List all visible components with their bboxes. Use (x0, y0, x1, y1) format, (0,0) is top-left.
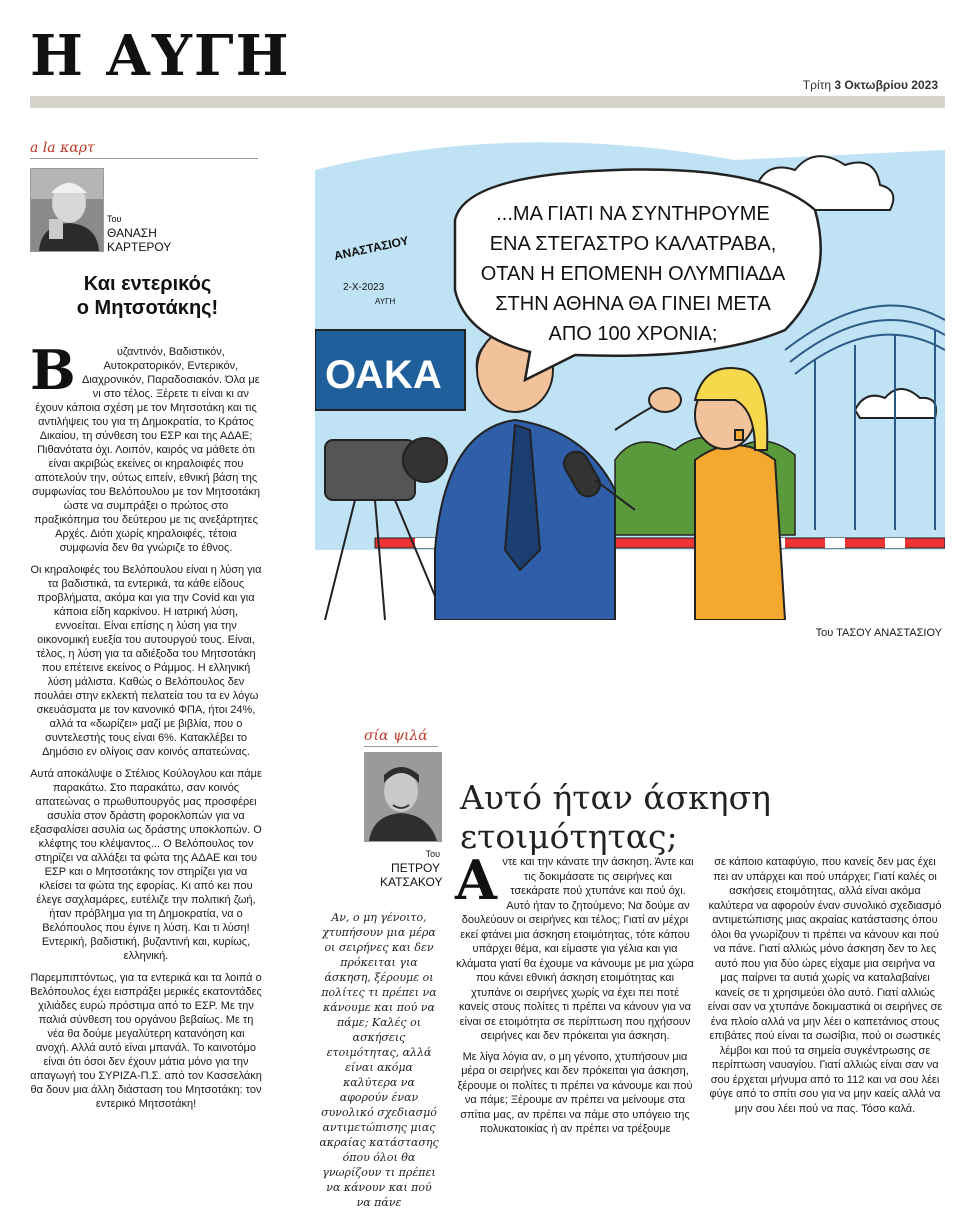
byline-name-line2: ΚΑΤΣΑΚΟΥ (380, 875, 443, 889)
headline-right: Αυτό ήταν άσκηση ετοιμότητας; (460, 778, 771, 856)
pull-quote: Αν, ο μη γένοιτο, χτυπήσουν μια μέρα οι σειρήνες και δεν πρόκειται για άσκηση, ξέρουμε οι πολίτες τι πρέπει να κάνουμε και πού να πάμε; Καλές οι ασκήσεις ετοιμότητας, αλλά είναι ακόμα καλύτερα να αφορούν έναν συνολικό σχεδιασμό αντιμετώπισης μιας ακραίας κατάστασης όπου όλοι θα γνωρίζουν τι πρέπει να κάνουν και πού να πάνε (319, 911, 439, 1209)
headline-left-line2: ο Μητσοτάκης! (76, 297, 219, 319)
dropcap: Β (30, 338, 76, 402)
date-full: 3 Οκτωβρίου 2023 (834, 78, 938, 92)
paragraph-text: ντε και την κάνατε την άσκηση. Άντε και τις δοκιμάσατε τις σειρήνες και τσεκάρατε πού χτυπάνε και πού όχι. Αυτό ήταν το ζητούμενο; Να δούμε αν δουλεύουν οι σειρήνες και τέλος; Γιατί αν μέχρι εκεί φτάνει μια άσκηση ετοιμότητας, τότε κάπου υπάρχει θέμα, και είμαστε για γέλια και για κλάματα γιατί θα έχουμε να κάνουμε με μια χώρα που κάνει εθνική άσκηση ετοιμότητας και χτυπάνε οι σειρήνες χωρίς να έχει πει ποτέ κανείς στους πολίτες τι πρέπει να κάνουν για να είναι σε ετοιμότητα σε περίπτωση που ηχήσουν σειρήνες και δεν πρόκειται για άσκηση. (456, 856, 694, 1042)
article-body-right-col1 (455, 848, 695, 1143)
paragraph: Παρεμπιπτόντως, για τα εντερικά και τα λοιπά ο Βελόπουλος έχει εισπράξει μερικές εκατοντάδες χιλιάδες ευρώ πρόστιμα από το ΕΣΡ. Με την παλιά σύνθεση του οργάνου βεβαίως. Με τη νέα θα δούμε μεγαλύτερη κατανόηση και ανοχή. Αλλά αυτό είναι μπανάλ. Το καινοτόμο είναι ότι όσοι δεν έχουν μάτια μόνο για την απαγωγή του ΣΥΡΙΖΑ-Π.Σ. από τον Κασσελάκη θα δουν μια άλλη διάσταση του Μητσοτάκη: τον εντερικό Μητσοτάκη! (30, 972, 262, 1110)
paragraph: σε κάποιο καταφύγιο, που κανείς δεν μας έχει πει αν υπάρχει και πού υπάρχει; Γιατί καλές οι ασκήσεις ετοιμότητας, αλλά είναι ακόμα καλύτερα να αφορούν έναν συνολικό σχεδιασμό αντιμετώπισης μιας ακραίας κατάστασης όπου όλοι θα γνωρίζουν τι πρέπει να κάνουν και πού να πάνε. Γιατί αλλιώς μόνο άσκηση δεν το λες αυτό που για δύο ώρες είχαμε μια σειρήνα να μας παίρνει τα αυτιά χωρίς να καταλαβαίνει κανείς σε τι χρησιμεύει όλο αυτό. Γιατί αλλιώς είναι σαν να χτυπάνε δοκιμαστικά οι σειρήνες σε ένα πλοίο αλλά να μην λέει ο καπετάνιος στους επιβάτες πού είναι τα σωσίβια, πού οι σωστικές λέμβοι και πού τα σημεία συγκέντρωσης σε περίπτωση ναυαγίου. Γιατί αλλιώς είναι σαν να σου έρχεται μήνυμα από το 112 και να σου λέει φύγε από το σπίτι σου για να μην καείς αλλά να μην σου λέει πού να πας. Τόσο καλά. (707, 856, 943, 1115)
author-photo-karteros (30, 168, 104, 252)
byline-prefix: Του (107, 214, 122, 224)
author-photo-katsakos (364, 752, 442, 842)
date-day: Τρίτη (802, 78, 832, 92)
paragraph: Αυτά αποκάλυψε ο Στέλιος Κούλογλου και πάμε παρακάτω. Στο παρακάτω, σαν κοινός απατεώνας ο πρωθυπουργός μας προσφέρει ασυλία στον δράστη φοροκλοπών για να εξασφαλίσει ασυλία ως δράστης υποκλοπών. Ο κλέφτης του κλέψαντος... Ο Βελόπουλος τον στηρίζει να αλλάξει τα φώτα της ΑΔΑΕ και του ΕΣΡ και ο Μητσοτάκης τον στηρίζει για να κλείσει τα φώτα της εφορίας. Κι από κει που έλεγε σαχλαμάρες, ευτέλιζε την πολιτική ζωή, ήταν πρόβλημα για τη Δημοκρατία, να ο Βελόπουλος που έγινε η λύση. Και τι λύση! Εντερική, βαδιστική, βυζαντινή και, κυρίως, ελληνική. (30, 768, 262, 962)
speech-line-1: ...ΜΑ ΓΙΑΤΙ ΝΑ ΣΥΝΤΗΡΟΥΜΕ (496, 203, 770, 225)
speech-line-3: ΟΤΑΝ Η ΕΠΟΜΕΝΗ ΟΛΥΜΠΙΑΔΑ (480, 263, 786, 285)
speech-line-5: ΑΠΟ 100 ΧΡΟΝΙΑ; (548, 323, 718, 345)
dropcap: Α (455, 848, 497, 912)
paragraph-text: υζαντινόν, Βαδιστικόν, Αυτοκρατορικόν, Εντερικόν, Διαχρονικόν, Παραδοσιακόν. Όλα με νι στο τέλος. Ξέρετε τι είναι κι αν έχουν κάποια σχέση με τον Μητσοτάκη και τις αντιλήψεις του για τη Δημοκρατία, το Κράτος Δικαίου, τη σύνθεση του ΕΣΡ και της ΑΔΑΕ; Πιθανότατα όχι. Λοιπόν, καιρός να μάθετε ότι είναι ακριβώς εκείνες οι κηραλοιφές που αποτελούν την, ούτως ειπείν, εθνική βάση της συμφωνίας του Βελόπουλου με τον Μητσοτάκη ώστε να συμπράξει ο πρώτος στο πραξικόπημα του δεύτερου με τις ανεξάρτητες Αρχές. Διότι χωρίς κηραλοιφές, τέτοια συμφωνία δεν θα γνώριζε το έθνος. (31, 346, 261, 554)
speech-line-2: ΕΝΑ ΣΤΕΓΑΣΤΡΟ ΚΑΛΑΤΡΑΒΑ, (489, 233, 777, 255)
cartoon-credit (816, 627, 942, 639)
oaka-sign-text: ΟΑΚΑ (325, 353, 442, 397)
cartoonist-signature: ΑΝΑΣΤΑΣΙΟΥ (332, 233, 410, 263)
byline-name-line1: ΘΑΝΑΣΗ (107, 226, 157, 240)
cartoon-drawing (315, 130, 945, 620)
masthead-title: Η ΑΥΓΗ (30, 23, 291, 89)
signature-paper: ΑΥΓΗ (375, 297, 396, 306)
editorial-cartoon (315, 130, 945, 620)
paragraph: Οι κηραλοιφές του Βελόπουλου είναι η λύση για τα βαδιστικά, τα εντερικά, τα κάθε είδους προβλήματα, ακόμα και για την Covid και για κάποια είδη καρκίνου. Η ιατρική λύση, εννοείται. Είναι επίσης η λύση για την οικονομική ευεξία του αυτουργού τους. Είναι, τέλος, η λύση για τα αδιέξοδα του Μητσοτάκη που επέτεινε εκείνος ο Ράμμος. Η ελληνική λύση μάλιστα. Καθώς ο Βελόπουλος δεν πουλάει στην εκλεκτή πελατεία του τα εν λόγω σκευάσματα με τον κανονικό ΦΠΑ, ήτοι 24%, αλλά τα «δωρίζει» μαζί με βιβλία, που ο συντελεστής τους είναι 6%. Κατακλέβει το Δημόσιο εν ολίγοις σαν κοινός απατεώνας. (30, 564, 262, 758)
paragraph (455, 848, 695, 1044)
byline-name-line1: ΠΕΤΡΟΥ (391, 861, 440, 875)
byline-prefix: Του (425, 849, 440, 859)
byline-left (107, 212, 171, 254)
byline-name-line2: ΚΑΡΤΕΡΟΥ (107, 240, 172, 254)
headline-left (30, 272, 265, 320)
masthead-rule (30, 96, 945, 108)
paragraph: Με λίγα λόγια αν, ο μη γένοιτο, χτυπήσουν μια μέρα οι σειρήνες και δεν πρόκειται για άσκηση, ξέρουμε οι πολίτες τι πρέπει να κάνουμε και πού να πάμε; Ξέρουμε αν πρέπει να μείνουμε στα σπίτια μας, αν πρέπει να πάμε στο υπόγειο της πολυκατοικίας ή αν πρέπει να τρέξουμε (457, 1050, 693, 1135)
byline-right (380, 847, 443, 889)
kicker-rule (364, 746, 438, 747)
headline-left-line1: Και εντερικός (83, 273, 212, 295)
speech-line-4: ΣΤΗΝ ΑΘΗΝΑ ΘΑ ΓΙΝΕΙ ΜΕΤΑ (495, 293, 771, 315)
column-kicker-right: σία ψιλά (364, 728, 428, 744)
article-body-right-col2 (706, 855, 944, 1122)
column-kicker-left: a la καρτ (30, 140, 95, 156)
issue-date (803, 78, 938, 92)
credit-prefix: Του (815, 627, 834, 639)
signature-date: 2-X-2023 (343, 282, 385, 293)
paragraph (30, 338, 262, 555)
credit-name: ΤΑΣΟΥ ΑΝΑΣΤΑΣΙΟΥ (836, 627, 942, 639)
article-body-left (30, 338, 262, 1119)
kicker-rule (30, 158, 258, 159)
